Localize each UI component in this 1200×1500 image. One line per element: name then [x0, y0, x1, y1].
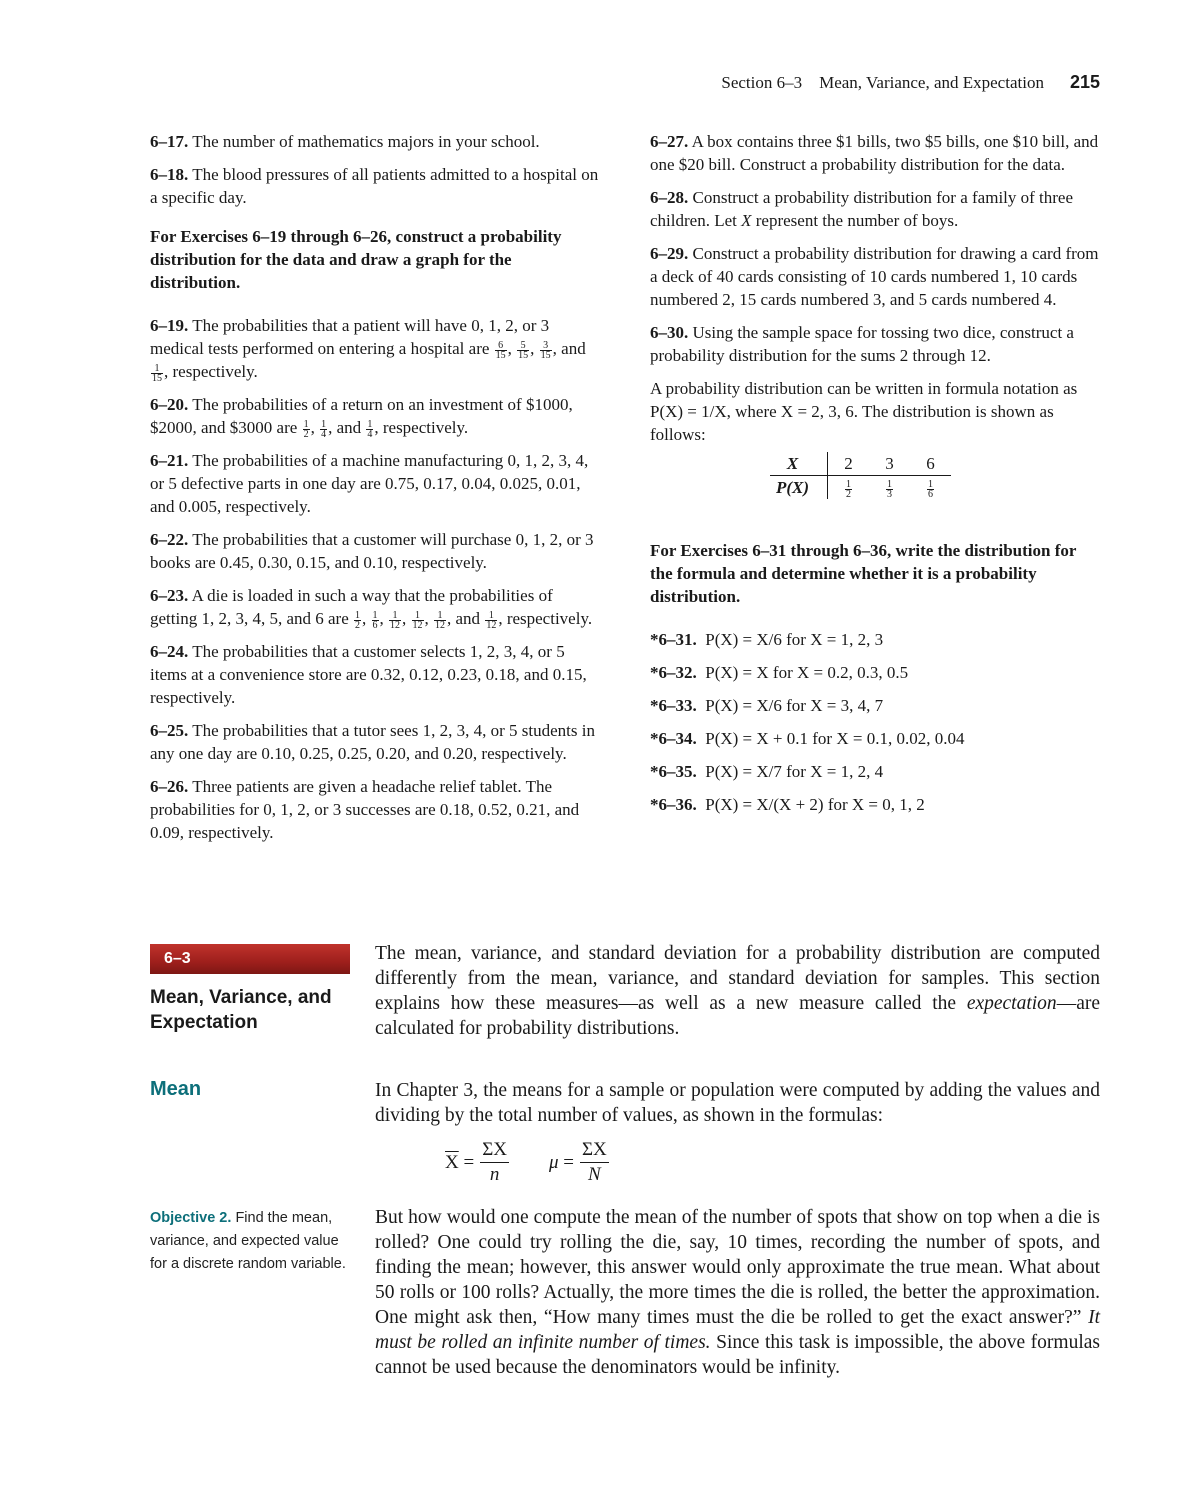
section-title: Mean, Variance, and Expectation — [150, 987, 332, 1033]
objective-note: Objective 2. Find the mean, variance, and expected value for a discrete random variable. — [150, 1210, 346, 1272]
exercise-6-18: 6–18. The blood pressures of all patients admitted to a hospital on a specific day. — [150, 165, 599, 207]
sample-mean-formula: $\overline{X}$ = ΣX n — [445, 1139, 507, 1185]
exercise-6-17: 6–17. The number of mathematics majors in your school. — [150, 132, 540, 151]
instructions-6-19-6-26: For Exercises 6–19 through 6–26, construct a probability distribution for the data and draw a graph for the distribution. — [150, 227, 562, 292]
table-header-x: X — [770, 452, 828, 476]
fraction: $\frac{5}{15}$ — [518, 339, 529, 361]
exercise-6-23: 6–23. A die is loaded in such a way that the probabilities of getting 1, 2, 3, 4, 5, and 6 are $\frac{1}{2}$ , $\frac{1}{6}$ , $\frac{1}{12}$ , $\frac{1}{12}$ , $\frac{1}{12}$ , and $\frac{1}{12}$ , respectively. — [150, 586, 593, 631]
exercise-6-29: 6–29. Construct a probability distribution for drawing a card from a deck of 40 cards consisting of 10 cards numbered 1, 10 cards numbered 2, 15 cards numbered 3, and 5 cards numbered 4. — [650, 244, 1099, 309]
fraction: $\frac{1}{15}$ — [152, 362, 162, 384]
fraction: $\frac{1}{12}$ — [486, 609, 497, 631]
exercise-6-31: *6–31. P(X) = X/6 for X = 1, 2, 3 — [650, 630, 884, 649]
exercise-6-26: 6–26. Three patients are given a headache relief tablet. The probabilities for 0, 1, 2, or 3 successes are 0.18, 0.52, 0.21, and 0.09, respectively. — [150, 777, 580, 842]
exercise-6-20: 6–20. The probabilities of a return on an investment of $1000, $2000, and $3000 are $\frac{1}{2}$ , $\frac{1}{4}$ , and $\frac{1}{4}$ , respectively. — [150, 395, 573, 440]
exercise-6-24: 6–24. The probabilities that a customer selects 1, 2, 3, 4, or 5 items at a convenience store are 0.32, 0.12, 0.23, 0.18, and 0.15, respectively. — [150, 642, 587, 707]
fraction: $\frac{1}{2}$ — [303, 418, 309, 440]
fraction: $\frac{1}{6}$ — [928, 478, 934, 500]
running-head: Section 6–3 Mean, Variance, and Expectation — [721, 73, 1044, 92]
fraction: $\frac{1}{2}$ — [355, 609, 361, 631]
fraction: $\frac{1}{12}$ — [435, 609, 446, 631]
exercise-6-35: *6–35. P(X) = X/7 for X = 1, 2, 4 — [650, 762, 884, 781]
fraction: $\frac{1}{6}$ — [372, 609, 378, 631]
mean-heading: Mean — [150, 1078, 202, 1100]
table-header-px: P(X) — [770, 476, 828, 500]
distribution-table: X 2 3 6 P(X) $\frac{1}{2}$ $\frac{1}{3}$ $\frac{1}{6}$ — [770, 452, 951, 499]
fraction: $\frac{3}{15}$ — [540, 339, 551, 361]
fraction: $\frac{1}{12}$ — [412, 609, 423, 631]
chapter3-paragraph: In Chapter 3, the means for a sample or population were computed by adding the values and dividing by the total number of values, as shown in the formulas: — [375, 1080, 1100, 1126]
formula-exercises — [650, 628, 1100, 816]
exercise-6-28: 6–28. Construct a probability distribution for a family of three children. Let X represent the number of boys. — [650, 188, 1074, 230]
running-header — [0, 72, 1100, 93]
right-exercise-column — [650, 130, 1100, 826]
page-number: 215 — [1069, 72, 1100, 92]
fraction: $\frac{1}{4}$ — [367, 418, 373, 440]
mean-formulas — [445, 1138, 649, 1187]
exercise-6-33: *6–33. P(X) = X/6 for X = 3, 4, 7 — [650, 696, 884, 715]
formula-notation-paragraph: A probability distribution can be written in formula notation as P(X) = 1/X, where X = 2, 3, 6. The distribution is shown as follows: — [650, 379, 1078, 444]
section-intro-paragraph: The mean, variance, and standard deviation for a probability distribution are computed differently from the mean, variance, and standard deviation for samples. This section explains how these measures—as well as a new measure called the expectation—are calculated for probability distributions. — [375, 943, 1100, 1039]
left-exercise-column — [150, 130, 602, 854]
fraction: $\frac{6}{15}$ — [495, 339, 506, 361]
population-mean-formula: μ = ΣX N — [548, 1139, 607, 1185]
exercise-6-32: *6–32. P(X) = X for X = 0.2, 0.3, 0.5 — [650, 663, 909, 682]
section-number-banner: 6–3 — [150, 944, 350, 974]
exercise-6-21: 6–21. The probabilities of a machine manufacturing 0, 1, 2, 3, 4, or 5 defective parts in one day are 0.75, 0.17, 0.04, 0.025, 0.01, and 0.005, respectively. — [150, 451, 589, 516]
exercise-6-36: *6–36. P(X) = X/(X + 2) for X = 0, 1, 2 — [650, 795, 925, 814]
fraction: $\frac{1}{12}$ — [390, 609, 401, 631]
exercise-6-30: 6–30. Using the sample space for tossing two dice, construct a probability distribution for the sums 2 through 12. — [650, 323, 1074, 365]
exercise-6-25: 6–25. The probabilities that a tutor sees 1, 2, 3, 4, or 5 students in any one day are 0.10, 0.25, 0.25, 0.20, and 0.20, respectively. — [150, 721, 595, 763]
exercise-6-27: 6–27. A box contains three $1 bills, two $5 bills, one $10 bill, and one $20 bill. Construct a probability distribution for the data. — [650, 132, 1099, 174]
exercise-6-19: 6–19. The probabilities that a patient will have 0, 1, 2, or 3 medical tests performed on entering a hospital are $\frac{6}{15}$ , $\frac{5}{15}$ , $\frac{3}{15}$ , and $\frac{1}{15}$ , respectively. — [150, 316, 586, 384]
exercise-6-22: 6–22. The probabilities that a customer will purchase 0, 1, 2, or 3 books are 0.45, 0.30, 0.15, and 0.10, respectively. — [150, 530, 594, 572]
die-roll-paragraph: But how would one compute the mean of the number of spots that show on top when a die is rolled? One could try rolling the die, say, 10 times, recording the number of spots, and finding the mean; however, this answer would only approximate the true mean. What about 50 rolls or 100 rolls? Actually, the more times the die is rolled, the better the approximation. One might ask then, “How many times must the die be rolled to get the exact answer?” It must be rolled an infinite number of times. Since this task is impossible, the above formulas cannot be used because the denominators would be infinity. — [375, 1207, 1100, 1378]
instructions-6-31-6-36: For Exercises 6–31 through 6–36, write the distribution for the formula and determine whether it is a probability distribution. — [650, 541, 1077, 606]
fraction: $\frac{1}{2}$ — [846, 478, 852, 500]
exercise-6-34: *6–34. P(X) = X + 0.1 for X = 0.1, 0.02, 0.04 — [650, 729, 965, 748]
fraction: $\frac{1}{4}$ — [321, 418, 327, 440]
fraction: $\frac{1}{3}$ — [887, 478, 893, 500]
